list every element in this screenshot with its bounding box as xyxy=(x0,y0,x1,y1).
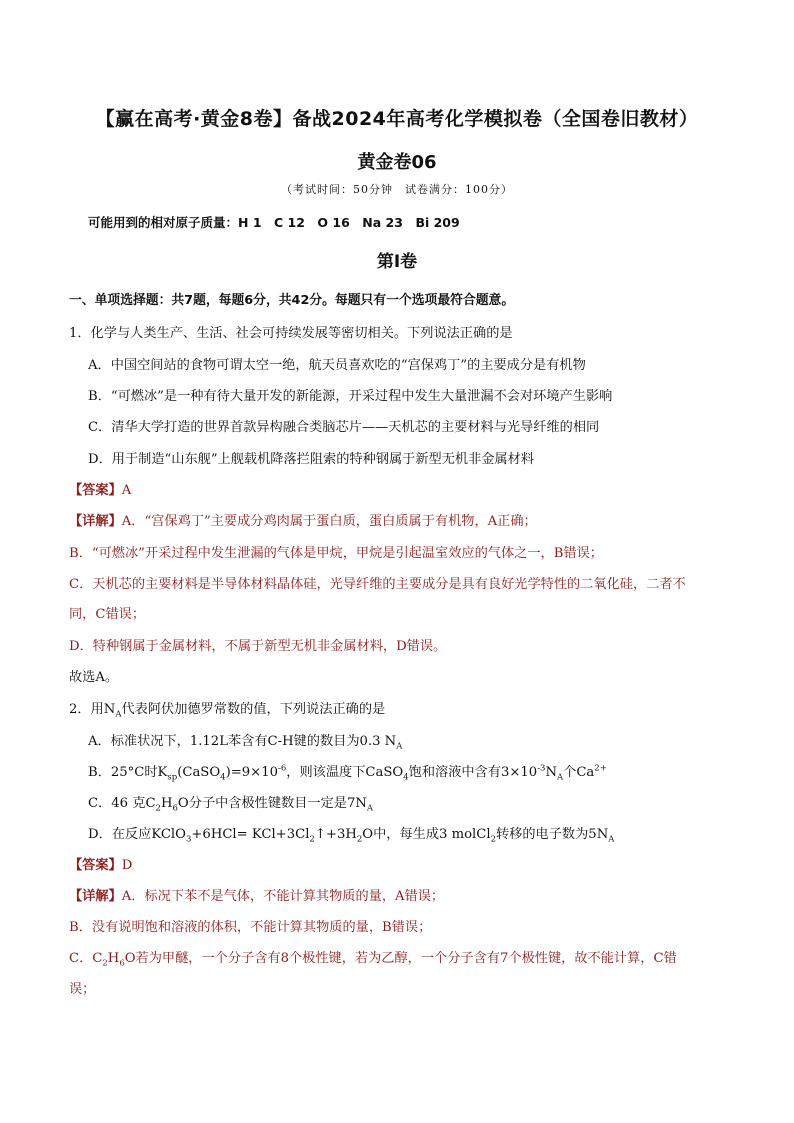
q1-conclusion: 故选A。 xyxy=(69,670,119,685)
q2-detail-b: B．没有说明饱和溶液的体积，不能计算其物质的量，B错误； xyxy=(69,920,432,935)
q2-option-d: D．在反应KClO$_3$+6HCl= $KCl+3Cl_2↑+3H_2O$中，每生成3 molCl$_2$转移的电子数为$5N_A$ xyxy=(88,827,615,845)
q1-option-d: D．用于制造“山东舰”上舰载机降落拦阻索的特种钢属于新型无机非金属材料 xyxy=(88,452,535,467)
q2-answer xyxy=(69,857,132,875)
atomic-masses: 可能用到的相对原子质量：H 1 C 12 O 16 Na 23 Bi 209 xyxy=(88,215,460,230)
q1-detail-c1: C．天机芯的主要材料是半导体材料晶体硅，光导纤维的主要成分是具有良好光学特性的二氧化硅，二者不 xyxy=(69,577,686,592)
q1-detail-c2: 同，C错误； xyxy=(69,607,146,622)
q2-detail-c-cont: 误； xyxy=(69,982,96,997)
q2-option-a: A．标准状况下，1.12L苯含有C-H键的数目为0.3 $N_A$ xyxy=(88,734,403,752)
section-heading: 一、单项选择题：共7题，每题6分，共42分。每题只有一个选项最符合题意。 xyxy=(69,293,515,308)
q1-stem: 1．化学与人类生产、生活、社会可持续发展等密切相关。下列说法正确的是 xyxy=(69,326,513,341)
q2-option-b: B．25°C时$K_{sp}(CaSO_4)=9\times 10^{-6}$，则该温度下CaSO$_4$饱和溶液中含有$3\times 10^{-3}N_A$个$Ca^{2+}$ xyxy=(88,763,607,783)
exam-info: （考试时间：50分钟 试卷满分：100分） xyxy=(281,183,513,196)
q2-detail-c: C．$C_2H_6O$若为甲醚，一个分子含有8个极性键，若为乙醇，一个分子含有7个极性键，故不能计算，C错 xyxy=(69,951,677,969)
answer-value: A xyxy=(121,483,132,498)
q1-option-a: A．中国空间站的食物可谓太空一绝，航天员喜欢吃的“宫保鸡丁”的主要成分是有机物 xyxy=(88,358,586,373)
q2-stem: 2．用$N_A$代表阿伏加德罗常数的值，下列说法正确的是 xyxy=(69,702,386,720)
q1-detail-a: 【详解】A．“宫保鸡丁”主要成分鸡肉属于蛋白质，蛋白质属于有机物，A正确； xyxy=(69,514,537,529)
volume-title: 第Ⅰ卷 xyxy=(376,252,418,272)
q1-option-c: C．清华大学打造的世界首款异构融合类脑芯片——天机芯的主要材料与光导纤维的相同 xyxy=(88,420,600,435)
q1-option-b: B．“可燃冰”是一种有待大量开发的新能源，开采过程中发生大量泄漏不会对环境产生影响 xyxy=(88,389,613,404)
answer-value: D xyxy=(121,858,133,873)
answer-label: 【答案】 xyxy=(69,483,122,498)
paper-subtitle: 黄金卷06 xyxy=(357,152,437,173)
q1-detail-d: D．特种钢属于金属材料，不属于新型无机非金属材料，D错误。 xyxy=(69,639,447,654)
page-title: 【赢在高考·黄金8卷】备战2024年高考化学模拟卷（全国卷旧教材） xyxy=(95,108,699,130)
detail-label: 【详解】 xyxy=(69,889,122,904)
q1-detail-b: B．“可燃冰”开采过程中发生泄漏的气体是甲烷，甲烷是引起温室效应的气体之一，B错误； xyxy=(69,546,603,561)
detail-label: 【详解】 xyxy=(69,514,122,529)
q2-option-c: C．46 克$C_2H_6O$分子中含极性键数目一定是$7N_A$ xyxy=(88,796,374,814)
answer-label: 【答案】 xyxy=(69,858,122,873)
q1-answer xyxy=(69,482,131,500)
q2-detail-a: 【详解】A．标况下苯不是气体，不能计算其物质的量，A错误； xyxy=(69,889,445,904)
